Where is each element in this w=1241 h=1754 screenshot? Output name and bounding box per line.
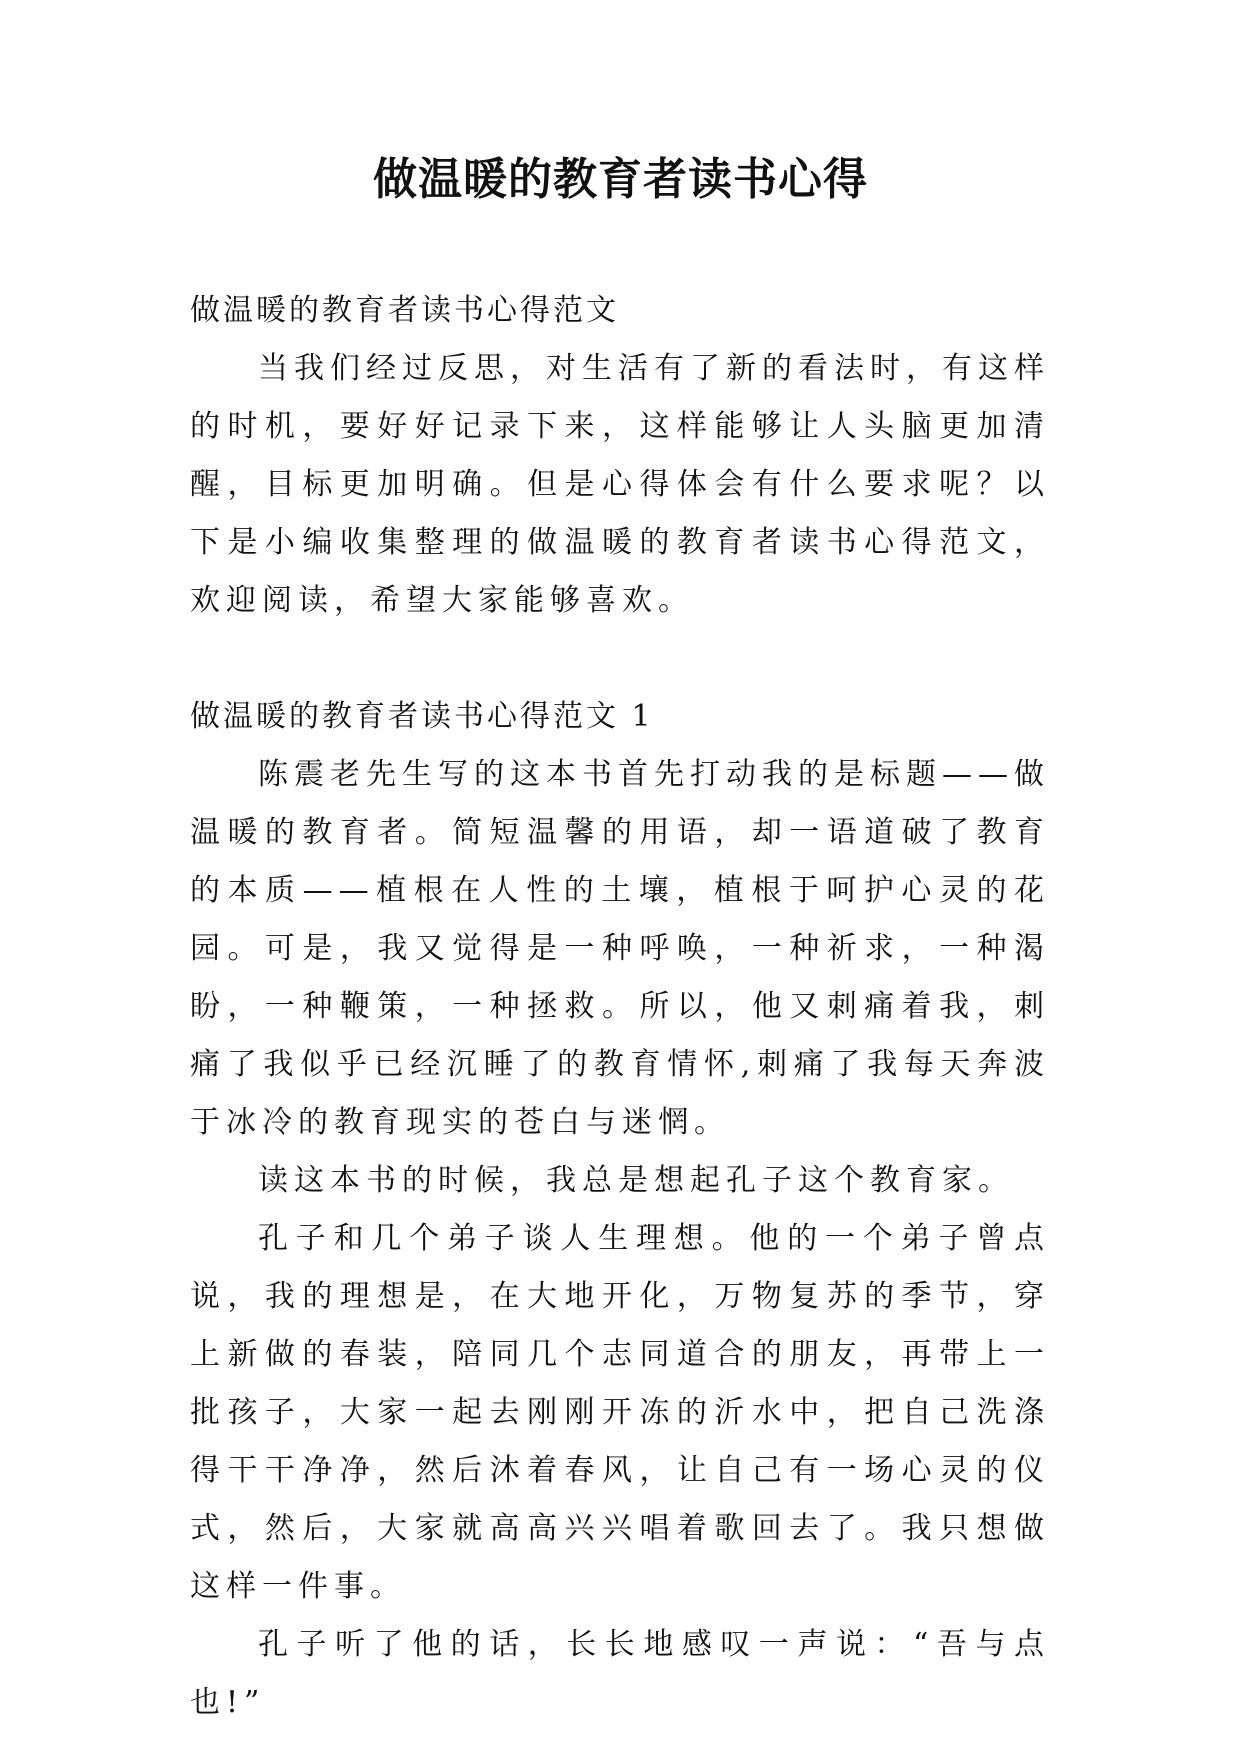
intro-heading: 做温暖的教育者读书心得范文 [190, 293, 619, 328]
document-body [190, 282, 1050, 1732]
section-1-paragraph-3: 孔子和几个弟子谈人生理想。他的一个弟子曾点说，我的理想是，在大地开化，万物复苏的季节，穿上新做的春装，陪同几个志同道合的朋友，再带上一批孩子，大家一起去刚刚开冻的沂水中，把自己洗涤得干干净净，然后沐着春风，让自己有一场心灵的仪式，然后，大家就高高兴兴唱着歌回去了。我只想做这样一件事。 [190, 1221, 1050, 1604]
section-1-paragraph-1: 陈震老先生写的这本书首先打动我的是标题——做温暖的教育者。简短温馨的用语，却一语道破了教育的本质——植根在人性的土壤，植根于呵护心灵的花园。可是，我又觉得是一种呼唤，一种祈求，一种渴盼，一种鞭策，一种拯救。所以，他又刺痛着我，刺痛了我似乎已经沉睡了的教育情怀,刺痛了我每天奔波于冰冷的教育现实的苍白与迷惘。 [190, 757, 1050, 1140]
section-1-paragraph-2: 读这本书的时候，我总是想起孔子这个教育家。 [258, 1163, 1014, 1198]
document-title: 做温暖的教育者读书心得 [373, 154, 868, 205]
section-1-paragraph-4: 孔子听了他的话，长长地感叹一声说：“吾与点也!” [190, 1627, 1050, 1720]
section-1-heading: 做温暖的教育者读书心得范文 1 [190, 699, 654, 734]
section-spacer [190, 630, 1050, 688]
intro-paragraph: 当我们经过反思，对生活有了新的看法时，有这样的时机，要好好记录下来，这样能够让人头脑更加清醒，目标更加明确。但是心得体会有什么要求呢？以下是小编收集整理的做温暖的教育者读书心得范文，欢迎阅读，希望大家能够喜欢。 [190, 351, 1050, 618]
